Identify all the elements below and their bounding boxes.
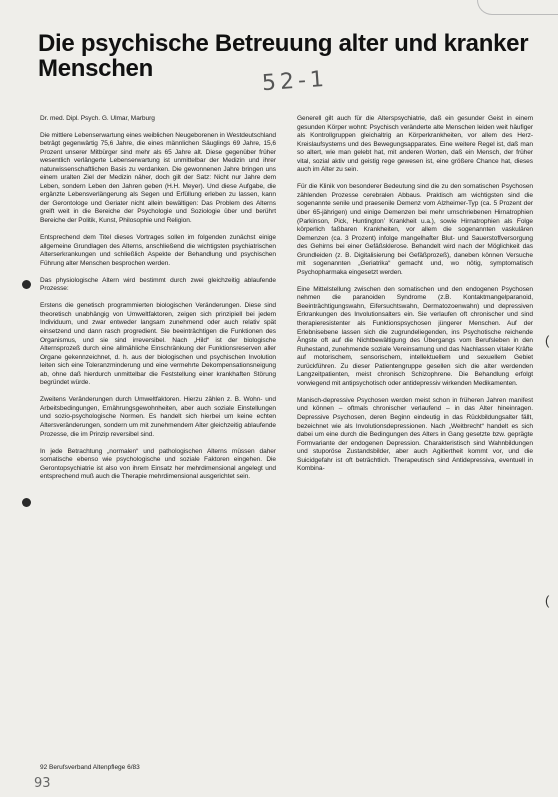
- paragraph: Entsprechend dem Titel dieses Vortrages sollen im folgenden zunächst einige allgemeine Grundlagen des Alterns, anschließend die wichtigsten psychiatrischen Alterserkrankungen und schließlich Aspekte der Behandlung und psychischen Führung alter Menschen besprochen werden.: [40, 234, 276, 267]
- author-line: Dr. med. Dipl. Psych. G. Ulmar, Marburg: [40, 115, 155, 122]
- paragraph: Manisch-depressive Psychosen werden meist schon in früheren Jahren manifest und können – oftmals chronischer verlaufend – in das Alter hineinragen. Depressive Psychosen, deren Beginn eindeutig in das Rückbildungsalter fällt, bezeichnet wie als Involutionsdepressionen. Nach „Weitbrecht“ handelt es sich dabei um eine durch die Bedingungen des Alters in Gang gesetzte bzw. geprägte Formvariante der endogenen Depression. Charakteristisch sind Wahnbildungen und stuporöse Zustandsbilder, aber auch Agitiertheit kommt vor, und die Suicidgefahr ist oft beträchtlich. Therapeutisch sind Antidepressiva, eventuell in Kombina-: [297, 396, 533, 473]
- paragraph: Eine Mittelstellung zwischen den somatischen und den endogenen Psychosen nehmen die paranoiden Syndrome (z.B. Kontaktmangelparanoid, Beeinträchtigungswahn, Eifersuchtswahn, Dermatozoenwahn) und depressiven Erkrankungen des Involutionsalters ein. Sie verlaufen oft chronischer und sind therapieresistenter als Funktionspsychosen jüngerer Menschen. Auf der Erlebnisebene lassen sich die zugrundeliegenden, ins Psychotische reichende Ängste oft auf die Nichtbewältigung des Übergangs vom Berufsleben in den Ruhestand, zunehmende soziale Vereinsamung und das Nachlassen vitaler Kräfte auf motorischem, sensorischem, intellektuellem und sexuellem Gebiet zurückführen. Zu dieser Patientengruppe gesellen sich die alter werdenden Langzeitpatienten, meist chronisch Schizophrene. Die Behandlung erfolgt vorwiegend mit antipsychotisch oder antidepressiv wirkenden Medikamenten.: [297, 285, 533, 387]
- paragraph: Generell gilt auch für die Alterspsychiatrie, daß ein gesunder Geist in einem gesunden Körper wohnt: Psychisch veränderte alte Menschen leiden weit häufiger als Kontrollgruppen gleichaltrig an Körperkrankheiten, vor allem des Herz-Kreislaufsystems und des Bewegungsapparates. Eine weitere Regel ist, daß man so altert, wie man gelebt hat, mit anderen Worten, daß ein Mensch, der früher vital, sozial aktiv und geistig rege gewesen ist, eine größere Chance hat, dieses auch im Alter zu sein.: [297, 115, 533, 174]
- paragraph: Die mittlere Lebenserwartung eines weiblichen Neugeborenen in Westdeutschland beträgt gegenwärtig 75,6 Jahre, die eines männlichen Säuglings 69 Jahre, 15,6 Prozent unserer Mitbürger sind mehr als 65 Jahre alt. Diese gegenüber früher wesentlich verlängerte Lebenserwartung ist unmittelbar der Medizin und ihrer naturwissenschaftlichen Basis zu verdanken. Die gewonnenen Jahre bringen uns einem uralten Ziel der Medizin näher, doch gilt der Satz: Nicht nur Jahre dem Leben, sondern Leben den Jahren geben (H.H. Meyer). Und diese Aufgabe, die ergänzte Lebensverlängerung als Segen und Erfüllung erleben zu lassen, kann der Gerontologe und Geriater nicht allein bewältigen: Das Problem des Alterns greift weit in die Bereiche der Psychologie und Soziologie über und berührt Bereiche der Politik, Kunst, Philosophie und Religion.: [40, 131, 276, 225]
- paragraph: In jede Betrachtung „normalen“ und pathologischen Alterns müssen daher somatische ebenso wie psychologische und soziale Faktoren eingehen. Die Gerontopsychiatrie ist also von ihrem Einsatz her mehrdimensional angelegt und entsprechend muß auch die Therapie mehrdimensional ausgerichtet sein.: [40, 447, 276, 481]
- right-column: [297, 115, 533, 482]
- paragraph: Das physiologische Altern wird bestimmt durch zwei gleichzeitig ablaufende Prozesse:: [40, 276, 276, 293]
- margin-bracket-icon: (: [545, 593, 550, 608]
- punch-hole-icon: [22, 280, 31, 289]
- article-title: Die psychische Betreuung alter und kranker Menschen: [38, 30, 529, 82]
- paragraph: Erstens die genetisch programmierten biologischen Veränderungen. Diese sind theoretisch unabhängig von Umweltfaktoren, zeigen sich prinzipiell bei jedem Individuum, und zwar entweder langsam zunehmend oder auch relativ spät einsetzend und dann rasch progredient. Sie beeinträchtigen die Funktionen des Organismus, und sie sind irreversibel. Nach „Hild“ ist der biologische Alternsprozeß durch eine allmähliche Einschränkung der Funktionsreserven aller Organe gekennzeichnet, d. h. aus der biologischen und psychischen Involution leiten sich eine Toleranzminderung und eine vermehrte Dekompensationsneigung ab, ohne daß hierdurch unmittelbar die Feststellung einer krankhaften Störung begründet würde.: [40, 302, 276, 387]
- paragraph: Zweitens Veränderungen durch Umweltfaktoren. Hierzu zählen z. B. Wohn- und Arbeitsbedingungen, Ernährungsgewohnheiten, aber auch soziale Einstellungen und sozio-psychologische Normen. Es handelt sich hierbei um keine echten Altersveränderungen, sondern um mit zunehmendem Alter gleichzeitig ablaufende Prozesse, die im Prinzip reversibel sind.: [40, 396, 276, 438]
- handwritten-note: 52-1: [261, 66, 329, 97]
- margin-bracket-icon: (: [545, 333, 550, 348]
- page-footer: 92 Berufsverband Altenpflege 6/83: [40, 764, 140, 771]
- punch-hole-icon: [22, 498, 31, 507]
- left-column: [40, 115, 276, 490]
- handwritten-page-number: 93: [34, 776, 51, 791]
- paragraph: Für die Klinik von besonderer Bedeutung sind die zu den somatischen Psychosen zählenden Prozesse cerebralen Abbaus. Praktisch am wichtigsten sind die sogenannte senile und praesenile Demenz vom Alzheimer-Typ (ca. 5 Prozent der über 65-jährigen) und einige Demenzen bei mehr umschriebenen Hirnatrophien (Parkinson, Pick, Huntington’ Krankheit u.a.), sowie Hirnatrophien als Folge körperlich faßbaren Krankheiten, vor allem die sogenannten vaskulären Demenzen (ca. 3 Prozent) infolge mangelhafter Blut- und Sauerstoffversorgung des Gehirns bei einer Gefäßsklerose. Behandelt wird nach der Möglichkeit das Grundleiden (z. B. Digitalisierung bei Gefäßprozeß), daneben können Versuche mit sogenannten „Geriatrika“ gemacht und, wo nötig, symptomatisch Psychopharmaka eingesetzt werden.: [297, 183, 533, 276]
- page-corner-curl: [477, 0, 558, 15]
